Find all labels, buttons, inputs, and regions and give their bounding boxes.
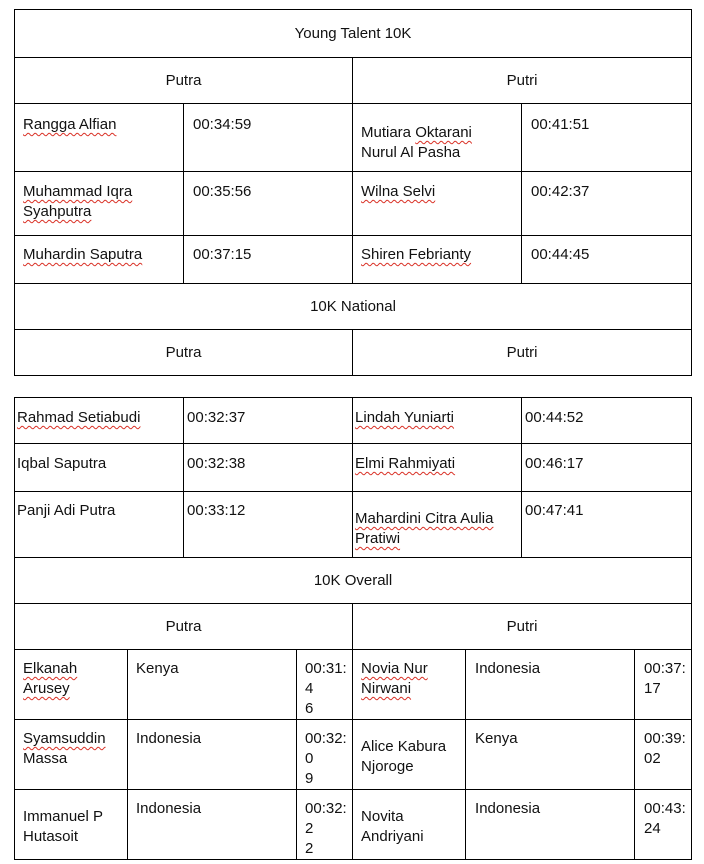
young-talent-title: Young Talent 10K xyxy=(15,10,692,58)
finish-time: 00:32:37 xyxy=(184,398,353,444)
athlete-name: Mutiara Oktarani Nurul Al Pasha xyxy=(353,104,522,172)
finish-time: 00:39:02 xyxy=(635,720,692,790)
finish-time: 00:33:12 xyxy=(184,492,353,558)
table-row xyxy=(15,650,692,720)
athlete-name: Shiren Febrianty xyxy=(353,236,522,284)
country: Kenya xyxy=(128,650,297,720)
athlete-name: Novia Nur Nirwani xyxy=(353,650,466,720)
country: Indonesia xyxy=(128,720,297,790)
table-row xyxy=(15,790,692,860)
table-row xyxy=(15,398,692,444)
table-row xyxy=(15,492,692,558)
finish-time: 00:31:4 6 xyxy=(297,650,353,720)
overall-putra-header: Putra xyxy=(15,604,353,650)
overall-title: 10K Overall xyxy=(15,558,692,604)
athlete-name: Rangga Alfian xyxy=(15,104,184,172)
athlete-name: Elkanah Arusey xyxy=(15,650,128,720)
young-talent-putra-header: Putra xyxy=(15,58,353,104)
finish-time: 00:41:51 xyxy=(522,104,692,172)
finish-time: 00:34:59 xyxy=(184,104,353,172)
athlete-name: Novita Andriyani xyxy=(353,790,466,860)
athlete-name: Muhardin Saputra xyxy=(15,236,184,284)
finish-time: 00:35:56 xyxy=(184,172,353,236)
athlete-name: Muhammad Iqra Syahputra xyxy=(15,172,184,236)
national-putri-header: Putri xyxy=(353,330,692,376)
finish-time: 00:42:37 xyxy=(522,172,692,236)
finish-time: 00:44:52 xyxy=(522,398,692,444)
athlete-name: Lindah Yuniarti xyxy=(353,398,522,444)
results-table-bottom xyxy=(14,397,692,860)
table-row xyxy=(15,444,692,492)
results-table-top xyxy=(14,9,692,376)
country: Kenya xyxy=(466,720,635,790)
finish-time: 00:47:41 xyxy=(522,492,692,558)
athlete-name: Iqbal Saputra xyxy=(15,444,184,492)
finish-time: 00:32:2 2 xyxy=(297,790,353,860)
athlete-name: Immanuel P Hutasoit xyxy=(15,790,128,860)
country: Indonesia xyxy=(466,790,635,860)
athlete-name: Syamsuddin Massa xyxy=(15,720,128,790)
country: Indonesia xyxy=(466,650,635,720)
national-putra-header: Putra xyxy=(15,330,353,376)
athlete-name: Elmi Rahmiyati xyxy=(353,444,522,492)
finish-time: 00:32:0 9 xyxy=(297,720,353,790)
athlete-name: Wilna Selvi xyxy=(353,172,522,236)
country: Indonesia xyxy=(128,790,297,860)
table-row xyxy=(15,720,692,790)
table-row xyxy=(15,104,692,172)
table-row xyxy=(15,236,692,284)
athlete-name: Rahmad Setiabudi xyxy=(15,398,184,444)
table-row xyxy=(15,172,692,236)
young-talent-putri-header: Putri xyxy=(353,58,692,104)
finish-time: 00:43:24 xyxy=(635,790,692,860)
athlete-name: Panji Adi Putra xyxy=(15,492,184,558)
finish-time: 00:37:15 xyxy=(184,236,353,284)
finish-time: 00:46:17 xyxy=(522,444,692,492)
athlete-name: Alice Kabura Njoroge xyxy=(353,720,466,790)
finish-time: 00:37:17 xyxy=(635,650,692,720)
national-title: 10K National xyxy=(15,284,692,330)
overall-putri-header: Putri xyxy=(353,604,692,650)
finish-time: 00:32:38 xyxy=(184,444,353,492)
athlete-name: Mahardini Citra Aulia Pratiwi xyxy=(353,492,522,558)
finish-time: 00:44:45 xyxy=(522,236,692,284)
